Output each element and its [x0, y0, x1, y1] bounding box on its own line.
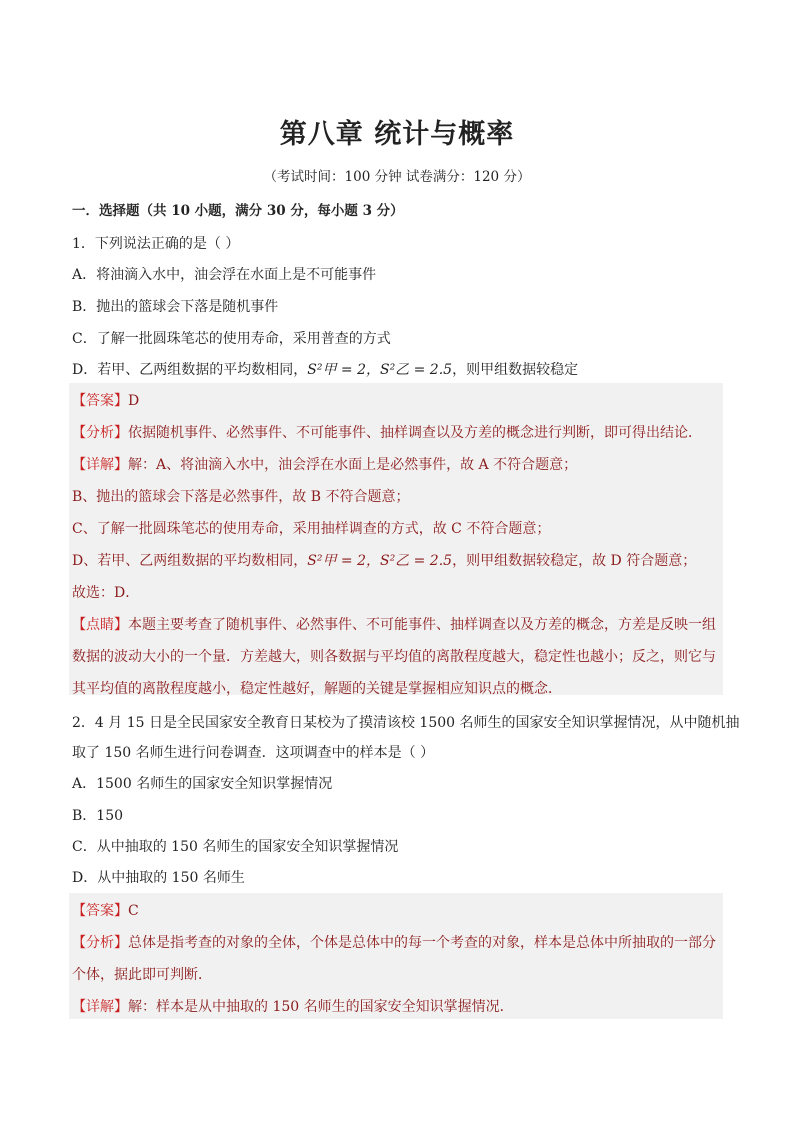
q2-analysis-2: 个体，据此即可判断．	[72, 967, 212, 983]
q2-option-d: D．从中抽取的 150 名师生	[72, 870, 245, 886]
q1-detail-5: 故选：D．	[72, 585, 140, 601]
section-heading: 一．选择题（共 10 小题，满分 30 分，每小题 3 分）	[72, 203, 404, 219]
q1-detail-4: D、若甲、乙两组数据的平均数相同，S²甲 = 2，S²乙 = 2.5，则甲组数据较稳定，故 D 符合题意；	[72, 553, 697, 569]
q1-detail-1: 【详解】解：A、将油滴入水中，油会浮在水面上是必然事件，故 A 不符合题意；	[72, 457, 578, 473]
q2-option-c: C．从中抽取的 150 名师生的国家安全知识掌握情况	[72, 839, 399, 855]
q1-option-a: A．将油滴入水中，油会浮在水面上是不可能事件	[72, 267, 377, 283]
q1-stem: 1．下列说法正确的是（ ）	[72, 236, 240, 252]
q2-analysis-1: 【分析】总体是指考查的对象的全体，个体是总体中的每一个考查的对象，样本是总体中所抽取的一部分	[72, 935, 716, 951]
q1-detail-3: C、了解一批圆珠笔芯的使用寿命，采用抽样调查的方式，故 C 不符合题意；	[72, 521, 551, 537]
q2-option-b: B．150	[72, 808, 124, 824]
q1-option-b: B．抛出的篮球会下落是随机事件	[72, 299, 279, 315]
q1-analysis: 【分析】依据随机事件、必然事件、不可能事件、抽样调查以及方差的概念进行判断，即可得出结论．	[72, 425, 702, 441]
q1-option-d: D．若甲、乙两组数据的平均数相同，S²甲 = 2，S²乙 = 2.5，则甲组数据较稳定	[72, 362, 579, 378]
q2-stem-line-1: 2．4 月 15 日是全民国家安全教育日某校为了摸清该校 1500 名师生的国家安全知识掌握情况，从中随机抽	[72, 715, 740, 731]
q1-comment-2: 数据的波动大小的一个量．方差越大，则各数据与平均值的离散程度越大，稳定性也越小；反之，则它与	[72, 649, 716, 665]
q2-answer: 【答案】C	[72, 903, 139, 919]
q1-comment-1: 【点睛】本题主要考查了随机事件、必然事件、不可能事件、抽样调查以及方差的概念，方差是反映一组	[72, 617, 716, 633]
q2-detail-1: 【详解】解：样本是从中抽取的 150 名师生的国家安全知识掌握情况．	[72, 999, 514, 1015]
q1-option-d-formula: S²甲 = 2，S²乙 = 2.5	[307, 362, 453, 378]
q1-detail-4-formula: S²甲 = 2，S²乙 = 2.5	[307, 553, 453, 569]
q1-option-c: C．了解一批圆珠笔芯的使用寿命，采用普查的方式	[72, 331, 391, 347]
q1-comment-3: 其平均值的离散程度越小，稳定性越好，解题的关键是掌握相应知识点的概念．	[72, 681, 562, 697]
q2-option-a: A．1500 名师生的国家安全知识掌握情况	[72, 776, 333, 792]
page-title: 第八章 统计与概率	[279, 119, 515, 150]
q1-answer: 【答案】D	[72, 393, 140, 409]
exam-info: （考试时间：100 分钟 试卷满分：120 分）	[263, 169, 531, 185]
q2-stem-line-2: 取了 150 名师生进行问卷调查．这项调查中的样本是（ ）	[72, 745, 435, 761]
q1-detail-2: B、抛出的篮球会下落是必然事件，故 B 不符合题意；	[72, 489, 410, 505]
